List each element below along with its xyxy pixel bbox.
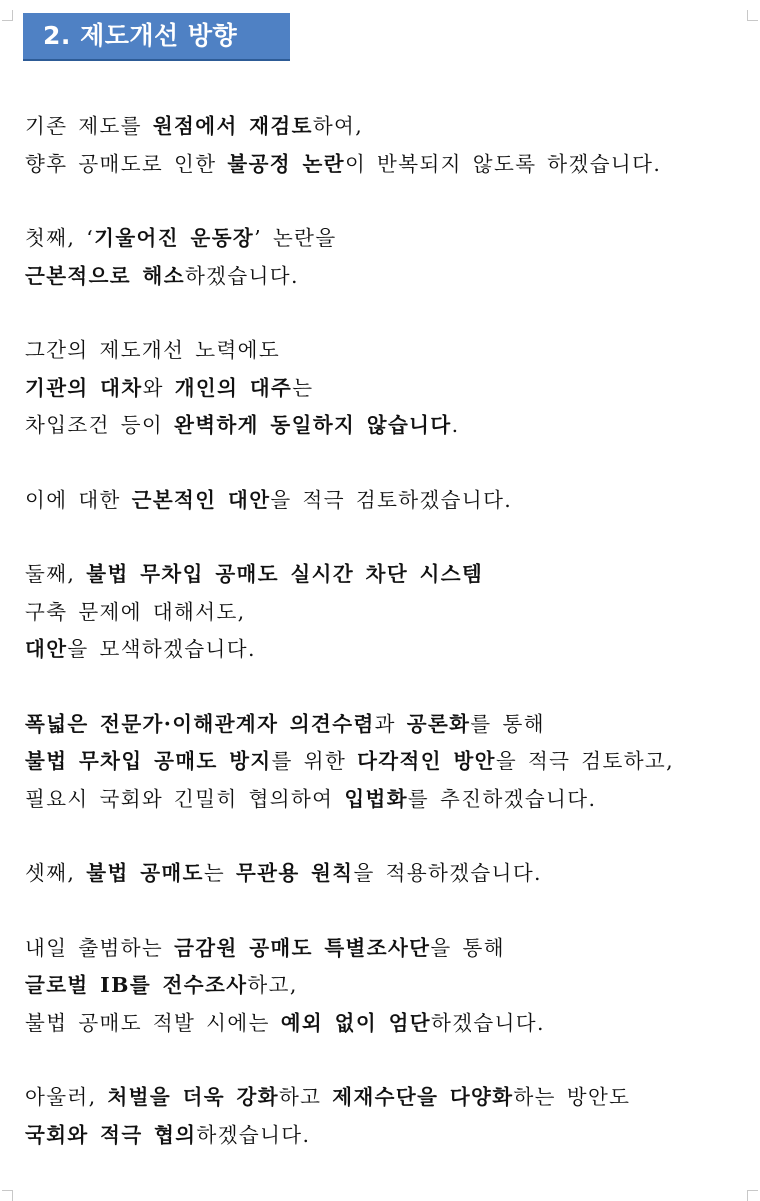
page-corner-mark [747,1190,758,1201]
bold-text-run: 불공정 논란 [227,151,345,176]
text-run: 기존 제도를 [25,114,153,138]
text-run: 를 위한 [271,749,358,773]
text-run: 불법 공매도 적발 시에는 [25,1010,281,1035]
bold-text-run: 근본적인 대안 [131,487,271,512]
bold-text-run: 예외 없이 엄단 [280,1010,431,1035]
text-line [25,332,750,370]
text-run: 셋째, [25,861,87,885]
bold-text-run: 기울어진 운동장 [94,226,255,250]
bold-text-run: 제재수단을 다양화 [332,1085,514,1109]
paragraph [25,930,750,1043]
text-line [25,108,750,146]
text-line [25,407,750,445]
text-line [25,370,750,408]
text-run: 을 적극 검토하고, [495,749,675,773]
text-run: 을 적용하겠습니다. [353,861,542,885]
text-run: 하겠습니다. [196,1122,311,1147]
text-run: 를 통해 [470,711,545,736]
text-run: 아울러, [25,1085,108,1109]
page-corner-mark [2,1190,13,1201]
document-body [25,108,750,1191]
text-line [25,146,750,184]
text-run: . [451,413,460,437]
bold-text-run: 개인의 대주 [174,375,293,400]
text-run: 를 추진하겠습니다. [407,786,597,811]
paragraph [25,855,750,893]
paragraph [25,332,750,445]
bold-text-run: 대안 [25,637,68,661]
text-line [25,594,750,632]
bold-text-run: 근본적으로 해소 [25,263,185,288]
paragraph [25,482,750,520]
paragraph [25,1079,750,1154]
text-run: 하고 [278,1085,333,1109]
bold-text-run: 국회와 적극 협의 [25,1122,197,1147]
text-run: 향후 공매도로 인한 [25,151,228,176]
text-line [25,631,750,669]
paragraph [25,220,750,295]
bold-text-run: 불법 무차입 공매도 실시간 차단 시스템 [86,562,484,586]
bold-text-run: 완벽하게 동일하지 않습니다 [174,413,452,437]
text-run: 차입조건 등이 [25,413,175,437]
text-run: 구축 문제에 대해서도, [25,599,246,624]
text-run: 첫째, ‘ [25,226,95,250]
text-run: 둘째, [25,562,87,586]
text-run: 하여, [312,114,364,138]
bold-text-run: 처벌을 더욱 강화 [107,1085,279,1109]
text-line [25,220,750,258]
text-run: 는 [292,375,314,400]
paragraph [25,556,750,669]
bold-text-run: 원점에서 재검토 [152,114,313,138]
bold-text-run: 기관의 대차 [25,375,143,400]
text-run: 하겠습니다. [431,1010,545,1035]
text-run: 그간의 제도개선 노력에도 [25,338,281,362]
text-line [25,930,750,968]
text-line [25,743,750,781]
text-line [25,967,750,1005]
text-run: ’ 논란을 [254,226,337,250]
page-corner-mark [2,10,13,21]
bold-text-run: 다각적인 방안 [357,749,496,773]
bold-text-run: 불법 무차입 공매도 방지 [25,749,272,773]
text-line [25,706,750,744]
text-line [25,1079,750,1117]
text-line [25,781,750,819]
page-corner-mark [747,10,758,21]
text-run: 을 통해 [430,935,505,960]
text-run: 하는 방안도 [513,1085,631,1109]
text-run: 이에 대한 [25,487,132,512]
text-run: 내일 출범하는 [25,935,175,960]
paragraph [25,108,750,183]
bold-text-run: 입법화 [344,786,408,811]
bold-text-run: 폭넓은 전문가·이해관계자 의견수렴 [25,711,375,736]
text-line [25,855,750,893]
text-line [25,556,750,594]
text-run: 이 반복되지 않도록 하겠습니다. [344,151,662,176]
section-heading: 2. 제도개선 방향 [23,13,290,61]
text-line [25,482,750,520]
text-line [25,258,750,296]
bold-text-run: 무관용 원칙 [235,861,354,885]
text-run: 하겠습니다. [184,263,299,288]
bold-text-run: 글로벌 IB를 전수조사 [25,973,248,997]
bold-text-run: 공론화 [406,711,471,736]
text-run: 을 적극 검토하겠습니다. [270,487,513,512]
text-run: 과 [374,711,407,736]
text-run: 와 [142,375,175,400]
text-run: 는 [203,861,236,885]
text-run: 하고, [247,973,298,997]
paragraph [25,706,750,819]
text-run: 필요시 국회와 긴밀히 협의하여 [25,786,345,811]
text-line [25,1005,750,1043]
bold-text-run: 금감원 공매도 특별조사단 [174,935,431,960]
text-run: 을 모색하겠습니다. [67,637,256,661]
bold-text-run: 불법 공매도 [86,861,204,885]
text-line [25,1117,750,1155]
